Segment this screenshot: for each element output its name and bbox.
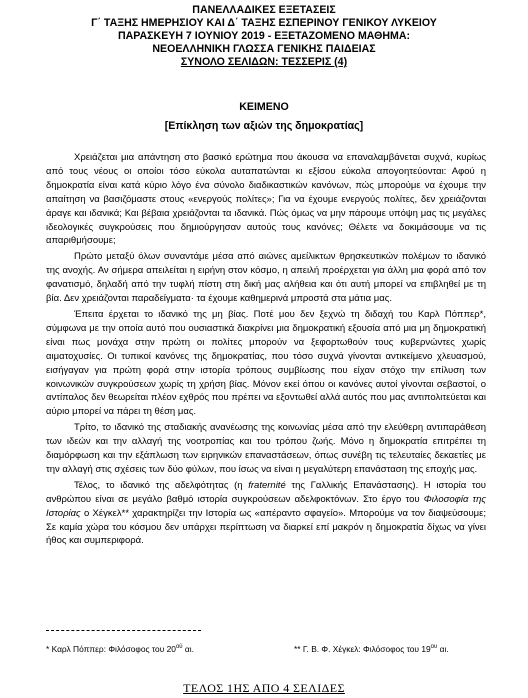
paragraph-1: Χρειάζεται μια απάντηση στο βασικό ερώτημα που άκουσα να επαναλαμβάνεται συχνά, κυρίως από τους νέους οι οποίοι τόσο εύκολα αυταπατώνται κι εξίσου εύκολα απογοητεύονται: Αφού η δημοκρατία είναι κατά κύριο λόγο ένα σύνολο διαδικαστικών κανόνων, πώς μπορούμε να έχουμε την απαίτηση να βασιζόμαστε στους «ενεργούς πολίτες»; Για να έχουμε ενεργούς πολίτες, δεν χρειάζονται άραγε και ιδανικά; Και βέβαια χρειάζονται τα ιδανικά. Πώς όμως να μην πάρουμε υπόψη μας τις μεγάλες ιδεολογικές συγκρούσεις που δημιούργησαν αυτούς τους κανόνες; Θέλετε να δοκιμάσουμε να τις απαριθμήσουμε; [46,152,486,247]
header-line-date-subject: ΠΑΡΑΣΚΕΥΗ 7 ΙΟΥΝΙΟΥ 2019 - ΕΞΕΤΑΖΟΜΕΝΟ ΜΑΘΗΜΑ: [117,30,411,42]
footnote-popper-end: αι. [182,644,194,654]
footnote-divider [46,630,201,631]
footnote-hegel-sup: ου [430,644,438,651]
paragraph-5-part-c: ο Χέγκελ** χαρακτηρίζει την Ιστορία ως «απέραντο σφαγείο». Μπορούμε να τον διαψεύσουμε; Σε καμία χώρα του κόσμου δεν υπάρχει περίπτωση να διαρκεί επί μακρόν η δημοκρατία δίχως να γίνει ήθος και συμπεριφορά. [46,507,486,547]
exam-header [0,4,528,69]
text-title: ΚΕΙΜΕΝΟ [239,101,289,113]
page-footer [0,681,528,695]
header-line-classes: Γ΄ ΤΑΞΗΣ ΗΜΕΡΗΣΙΟΥ ΚΑΙ Δ΄ ΤΑΞΗΣ ΕΣΠΕΡΙΝΟΥ ΓΕΝΙΚΟΥ ΛΥΚΕΙΟΥ [91,17,437,29]
footnote-hegel-end: αι. [437,644,449,654]
text-subtitle: [Επίκληση των αξιών της δημοκρατίας] [164,120,364,132]
paragraph-5 [46,479,486,549]
fraternite-term: fraternité [248,479,286,491]
footnote-popper-sup: ού [175,644,183,651]
paragraph-4: Τρίτο, το ιδανικό της σταδιακής ανανέωσης της κοινωνίας μέσα από την ελεύθερη αντιπαράθεση των ιδεών και την αλλαγή της νοοτροπίας και του τρόπου ζωής. Μόνο η δημοκρατία επιτρέπει τη διαμόρφωση και την εξάπλωση των ειρηνικών επαναστάσεων, όπως συνέβη τις τελευταίες δεκαετίες με την αλλαγή στις σχέσεις των δύο φύλων, που ίσως να είναι η μεγαλύτερη επανάσταση της εποχής μας. [46,422,486,475]
paragraph-5-part-b: της Γαλλικής Επανάστασης). Η ιστορία του ανθρώπου είναι σε μεγάλο βαθμό ιστορία συγκρούσεων αδελφοκτόνων. Στο έργο του [46,479,486,505]
header-line-page-count: ΣΥΝΟΛΟ ΣΕΛΙΔΩΝ: ΤΕΣΣΕΡΙΣ (4) [180,56,348,68]
page-number-label: ΤΕΛΟΣ 1ΗΣ ΑΠΟ 4 ΣΕΛΙΔΕΣ [183,681,345,695]
header-line-course: ΝΕΟΕΛΛΗΝΙΚΗ ΓΛΩΣΣΑ ΓΕΝΙΚΗΣ ΠΑΙΔΕΙΑΣ [152,43,376,55]
header-line-exams: ΠΑΝΕΛΛΑΔΙΚΕΣ ΕΞΕΤΑΣΕΙΣ [192,4,336,16]
text-body [46,151,486,550]
paragraph-2: Πρώτο μεταξύ όλων συναντάμε μέσα από αιώνες αμείλικτων θρησκευτικών πολέμων το ιδανικό της ανοχής. Αν σήμερα απειλείται η ειρήνη στον κόσμο, η απειλή προέρχεται για άλλη μια φορά από τον φανατισμό, δηλαδή από την τυφλή πίστη στη δική μας αλήθεια και ότι αυτή μπορεί να επιβληθεί με τη βία. Δεν χρειάζονται παραδείγματα· τα έχουμε καθημερινά μπροστά στα μάτια μας. [46,251,486,305]
footnote-hegel [294,644,449,655]
footnote-popper [46,644,194,655]
paragraph-3: Έπειτα έρχεται το ιδανικό της μη βίας. Ποτέ μου δεν ξεχνώ τη διδαχή του Καρλ Πόππερ*, σύμφωνα με την οποία αυτό που ουσιαστικά διακρίνει μια δημοκρατική εξουσία από μια μη δημοκρατική είναι πως μονάχα στην πρώτη οι πολίτες μπορούν να ξεφορτωθούν τους κυβερνώντες χωρίς αιματοχυσίες. Οι τυπικοί κανόνες της δημοκρατίας, που τόσο συχνά γίνονται αντικείμενο χλευασμού, εισήγαγαν για πρώτη φορά στην ιστορία τρόπους συμβίωσης που είχαν στόχο την επίλυση των κοινωνικών συγκρούσεων χωρίς τη χρήση βίας. Μόνον εκεί όπου οι κανόνες αυτοί γίνονται σεβαστοί, ο αντίπαλος δεν θεωρείται πλέον εχθρός που πρέπει να εξοντωθεί αλλά αυτός που μας αντιπολιτεύεται και αύριο μπορεί να πάρει τη θέση μας. [46,308,486,418]
footnote-popper-text: * Καρλ Πόππερ: Φιλόσοφος του 20 [46,644,176,654]
work-title: Φιλοσοφία της Ιστορίας [46,493,486,519]
footnote-hegel-text: ** Γ. Β. Φ. Χέγκελ: Φιλόσοφος του 19 [294,644,431,654]
paragraph-5-part-a: Τέλος, το ιδανικό της αδελφότητας (η [74,479,249,491]
